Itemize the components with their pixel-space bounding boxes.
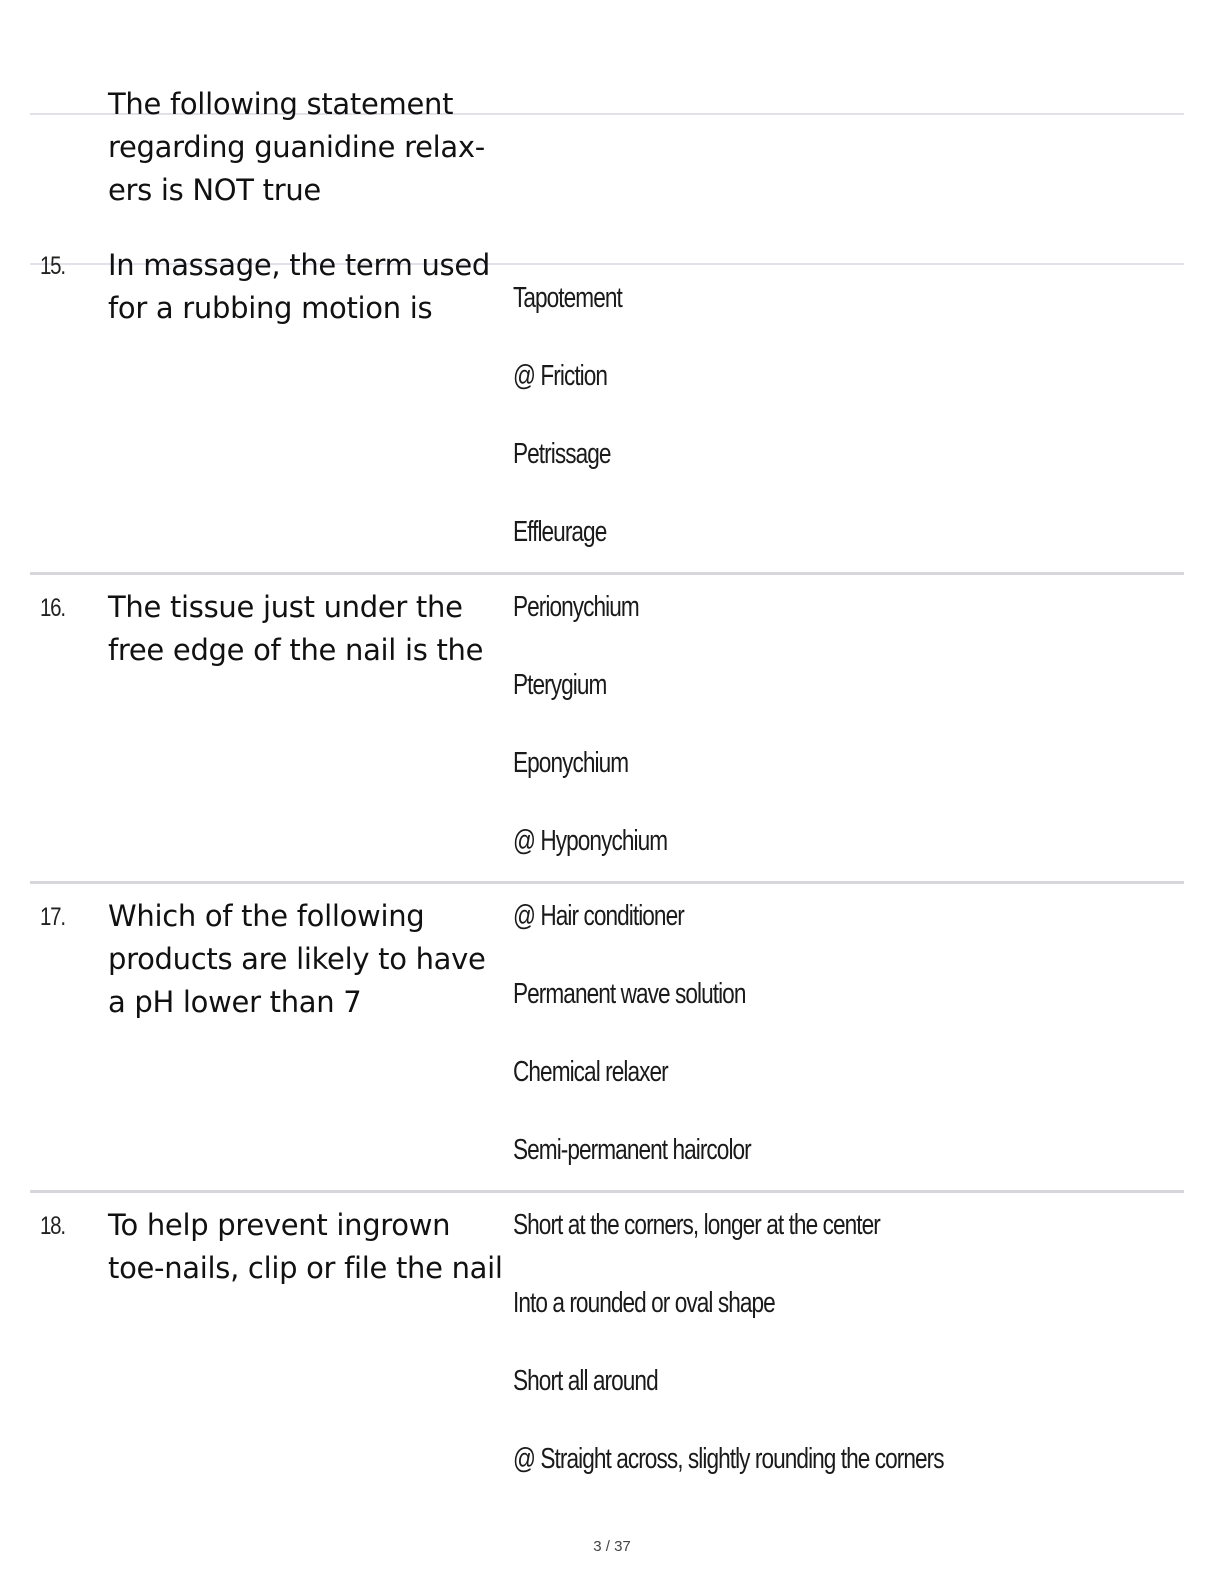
question-15-text: In massage, the term used for a rubbing motion is — [108, 248, 490, 325]
question-16-option-c[interactable]: Eponychium — [513, 747, 629, 779]
question-15-option-d[interactable]: Effleurage — [513, 516, 607, 548]
question-16-text: The tissue just under the free edge of the nail is the — [108, 590, 484, 667]
question-16-number: 16. — [40, 594, 65, 622]
question-16-option-b[interactable]: Pterygium — [513, 669, 607, 701]
question-18-option-b[interactable]: Into a rounded or oval shape — [513, 1287, 775, 1319]
question-17-option-a[interactable]: @ Hair conditioner — [513, 900, 684, 932]
question-18-number: 18. — [40, 1212, 65, 1240]
question-17-option-d[interactable]: Semi-permanent haircolor — [513, 1134, 751, 1166]
question-16-option-a[interactable]: Perionychium — [513, 591, 639, 623]
question-15-option-b[interactable]: @ Friction — [513, 360, 608, 392]
question-18-option-a[interactable]: Short at the corners, longer at the center — [513, 1209, 880, 1241]
question-15-number: 15. — [40, 252, 65, 280]
divider-q17 — [30, 881, 1184, 884]
question-18-option-c[interactable]: Short all around — [513, 1365, 658, 1397]
question-15-option-a[interactable]: Tapotement — [513, 282, 622, 314]
question-17-option-c[interactable]: Chemical relaxer — [513, 1056, 668, 1088]
divider-q16 — [30, 572, 1184, 575]
question-16-option-d[interactable]: @ Hyponychium — [513, 825, 668, 857]
question-17-option-b[interactable]: Permanent wave solution — [513, 978, 746, 1010]
question-17-text: Which of the following products are likely to have a pH lower than 7 — [108, 899, 486, 1019]
question-18-text: To help prevent ingrown toe-nails, clip or file the nail — [108, 1208, 503, 1285]
divider-q18 — [30, 1190, 1184, 1193]
question-18-option-d[interactable]: @ Straight across, slightly rounding the corners — [513, 1443, 944, 1475]
question-17-number: 17. — [40, 903, 65, 931]
page-indicator: 3 / 37 — [593, 1538, 631, 1555]
question-15-option-c[interactable]: Petrissage — [513, 438, 611, 470]
question-14-text: The following statement regarding guanidine relax-ers is NOT true — [108, 87, 485, 207]
